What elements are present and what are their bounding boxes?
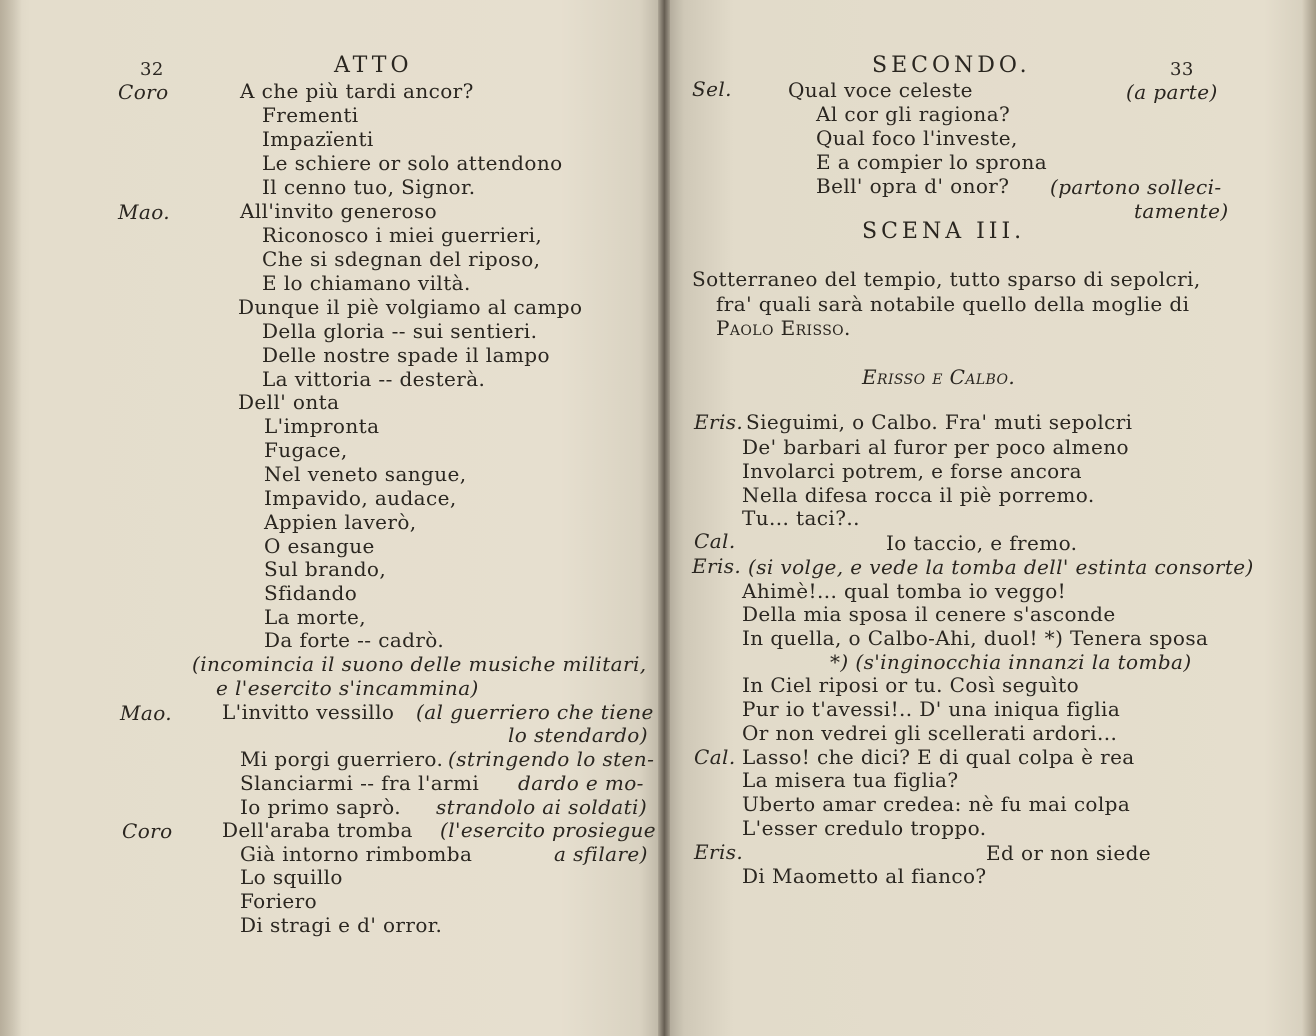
verse-line: Che si sdegnan del riposo, [262,247,541,271]
verse-line: Di Maometto al fianco? [742,864,987,888]
verse-line: In quella, o Calbo-Ahi, duol! *) Tenera sposa [742,626,1209,650]
verse-line: Già intorno rimbomba [240,842,473,866]
verse-line: Il cenno tuo, Signor. [262,175,476,199]
stage-direction: (incomincia il suono delle musiche militari, [192,652,647,676]
verse-line: Or non vedrei gli scellerati ardori... [742,721,1118,745]
stage-direction: (al guerriero che tiene [416,700,654,724]
verse-line: O esangue [264,534,375,558]
verse-line: Io primo saprò. [240,795,402,819]
verse-line: Sul brando, [264,557,387,581]
speaker-label: Mao. [118,200,171,224]
verse-line: Sieguimi, o Calbo. Fra' muti sepolcri [746,410,1133,434]
verse-line: Da forte -- cadrò. [264,628,445,652]
stage-direction: strandolo ai soldati) [436,795,648,819]
scene-description: Sotterraneo del tempio, tutto sparso di sepolcri, [692,267,1201,291]
speaker-label: Eris. [694,840,744,864]
verse-line: Nella difesa rocca il piè porremo. [742,483,1095,507]
verse-line: Della gloria -- sui sentieri. [262,319,538,343]
verse-line: La misera tua figlia? [742,768,959,792]
verse-line: Pur io t'avessi!.. D' una iniqua figlia [742,697,1121,721]
verse-line: Appien laverò, [264,510,417,534]
speaker-label: Eris. [692,554,742,578]
page-number-left: 32 [140,59,164,80]
running-head-left: ATTO [334,53,413,78]
verse-line: Impazïenti [262,127,374,151]
verse-line: Dunque il piè volgiamo al campo [238,295,583,319]
left-page-edge [0,0,22,1036]
verse-line: L'invitto vessillo [222,700,395,724]
speaker-label: Coro [122,819,173,843]
stage-direction: (stringendo lo sten- [448,747,655,771]
verse-line: Fugace, [264,438,348,462]
right-page [664,0,1316,1036]
characters-on-stage: Erisso e Calbo. [862,365,1016,389]
stage-direction: lo stendardo) [508,723,648,747]
speaker-label: Cal. [694,745,736,769]
verse-line: Frementi [262,103,359,127]
verse-line: Lasso! che dici? E di qual colpa è rea [742,745,1135,769]
speaker-label: Coro [118,80,169,104]
scene-heading: SCENA III. [862,219,1026,244]
verse-line: Di stragi e d' orror. [240,913,443,937]
verse-line: Ahimè!... qual tomba io veggo! [742,579,1067,603]
stage-direction: (l'esercito prosiegue [440,818,657,842]
verse-line: Riconosco i miei guerrieri, [262,223,543,247]
verse-line: Dell'araba tromba [222,818,413,842]
verse-line: E a compier lo sprona [816,150,1048,174]
stage-direction: *) (s'inginocchia innanzi la tomba) [830,650,1192,674]
right-page-edge [1302,0,1316,1036]
verse-line: Foriero [240,889,318,913]
verse-line: L'impronta [264,414,380,438]
verse-line: Dell' onta [238,390,340,414]
verse-line: De' barbari al furor per poco almeno [742,435,1129,459]
page-number-right: 33 [1170,59,1194,80]
verse-line: Tu... taci?.. [742,506,860,530]
verse-line: Qual foco l'investe, [816,126,1018,150]
verse-line: Al cor gli ragiona? [816,102,1011,126]
stage-direction: (a parte) [1126,80,1218,104]
verse-line: Lo squillo [240,865,343,889]
verse-line: E lo chiamano viltà. [262,271,471,295]
verse-line: Ed or non siede [986,841,1152,865]
verse-line: Involarci potrem, e forse ancora [742,459,1082,483]
verse-line: La vittoria -- desterà. [262,367,486,391]
scene-description: fra' quali sarà notabile quello della moglie di [716,292,1190,316]
verse-line: Le schiere or solo attendono [262,151,563,175]
verse-line: In Ciel riposi or tu. Così seguìto [742,673,1080,697]
verse-line: Mi porgi guerriero. [240,747,444,771]
book-gutter [658,0,670,1036]
verse-line: All'invito generoso [240,199,438,223]
scene-description: Paolo Erisso. [716,316,851,340]
speaker-label: Mao. [120,701,173,725]
speaker-label: Sel. [692,77,732,101]
speaker-label: Eris. [694,410,744,434]
verse-line: Qual voce celeste [788,78,973,102]
verse-line: Delle nostre spade il lampo [262,343,550,367]
stage-direction: dardo e mo- [518,771,644,795]
verse-line: Nel veneto sangue, [264,462,467,486]
stage-direction: e l'esercito s'incammina) [216,676,479,700]
verse-line: Sfidando [264,581,358,605]
stage-direction: (partono solleci- [1050,175,1222,199]
verse-line: La morte, [264,605,366,629]
stage-direction: a sfilare) [554,842,648,866]
running-head-right: SECONDO. [872,53,1031,78]
stage-direction: (si volge, e vede la tomba dell' estinta consorte) [748,555,1254,579]
verse-line: Bell' opra d' onor? [816,174,1010,198]
verse-line: A che più tardi ancor? [240,79,474,103]
verse-line: Della mia sposa il cenere s'asconde [742,602,1116,626]
verse-line: Io taccio, e fremo. [886,531,1078,555]
verse-line: Slanciarmi -- fra l'armi [240,771,480,795]
verse-line: Uberto amar credea: nè fu mai colpa [742,792,1131,816]
verse-line: L'esser credulo troppo. [742,816,987,840]
stage-direction: tamente) [1134,199,1229,223]
verse-line: Impavido, audace, [264,486,457,510]
speaker-label: Cal. [694,529,736,553]
